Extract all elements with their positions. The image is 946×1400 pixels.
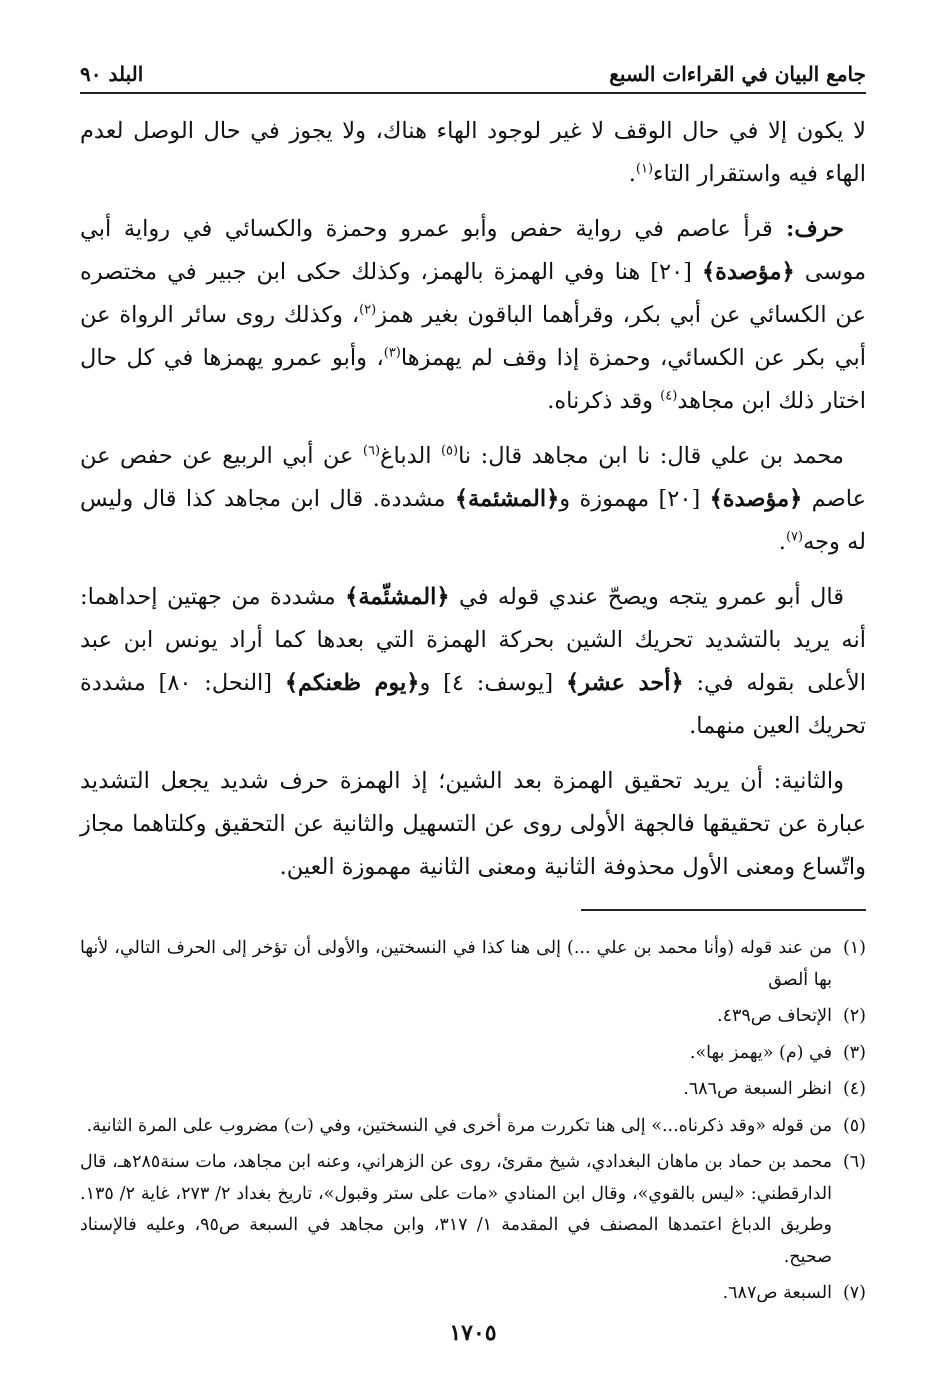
book-title: جامع البيان في القراءات السبع — [609, 62, 866, 86]
emphasis-text: ﴿مؤصدة﴾ — [701, 259, 795, 285]
text-run: [٢٠] هنا وفي الهمزة بالهمز، وكذلك حكى ابن جبير في مختصره عن الكسائي عن أبي بكر، وقرأهما الباقون بغير همز — [80, 259, 866, 328]
footnote-text: في (م) «يهمز بها». — [689, 1042, 832, 1063]
footnote-number: (٣) — [842, 1042, 866, 1063]
text-run: الدباغ — [380, 443, 441, 469]
footnote-number: (٧) — [842, 1283, 866, 1303]
emphasis-text: ﴿يوم ظعنكم﴾ — [284, 670, 420, 696]
footnote — [80, 933, 866, 996]
text-run: ، وأبو عمرو يهمزها في كل حال اختار ذلك ابن مجاهد — [80, 345, 866, 414]
footnote-ref[interactable]: (٧) — [785, 529, 804, 545]
paragraph — [80, 760, 866, 889]
footnote-number: (٥) — [842, 1115, 866, 1136]
footnote — [80, 1111, 866, 1143]
footnote-text: السبعة ص٦٨٧. — [722, 1283, 832, 1303]
footnote-ref[interactable]: (٦) — [362, 443, 381, 459]
text-run: ، وكذلك روى سائر الرواة عن أبي بكر عن الكسائي، وحمزة إذا وقف لم يهمزها — [80, 302, 866, 371]
text-run: [٢٠] مهموزة و — [559, 486, 710, 512]
emphasis-text: حرف: — [772, 216, 844, 242]
footnote-number: (٤) — [842, 1079, 866, 1099]
footnote — [80, 1147, 866, 1273]
emphasis-text: ﴿أحد عشر﴾ — [565, 670, 684, 696]
text-run: محمد بن علي قال: نا ابن مجاهد قال: نا — [458, 443, 844, 469]
emphasis-text: ﴿مؤصدة﴾ — [709, 486, 803, 512]
text-run: لا يكون إلا في حال الوقف لا غير لوجود الهاء هناك، ولا يجوز في حال الوصل لعدم الهاء فيه واستقرار التاء — [80, 118, 866, 187]
footnote-text: محمد بن حماد بن ماهان البغدادي، شيخ مقرئ، روى عن الزهراني، وعنه ابن مجاهد، مات سنة٢٨٥هـ، قال الدارقطني: «ليس بالقوي»، وقال ابن المنادي «مات على ستر وقبول»، تاريخ بغداد ٢/ ٢٧٣، غاية ٢/ ١٣٥. وطريق الدباغ اعتمدها المصنف في المقدمة ١/ ٣١٧، وابن مجاهد في السبعة ص٩٥، وعليه فالإسناد صحيح. — [80, 1152, 832, 1267]
paragraph — [80, 435, 866, 564]
text-run: وقد ذكرناه. — [547, 388, 661, 414]
footnotes — [80, 933, 866, 1310]
footnote-text: انظر السبعة ص٦٨٦. — [683, 1079, 832, 1099]
footnote — [80, 1074, 866, 1106]
paragraph — [80, 576, 866, 748]
footnote-ref[interactable]: (٣) — [383, 345, 401, 361]
paragraph — [80, 208, 866, 423]
footnote — [80, 1001, 866, 1033]
paragraph — [80, 110, 866, 196]
text-run: [النحل: ٨٠] مشددة تحريك العين منهما. — [80, 670, 866, 739]
footnote-text: من عند قوله (وأنا محمد بن علي ...) إلى هنا كذا في النسختين، والأولى أن تؤخر إلى الحرف التالي، لأنها بها ألصق — [80, 938, 832, 990]
section-title: البلد ٩٠ — [80, 62, 144, 86]
text-run: قال أبو عمرو يتجه ويصحّ عندي قوله في — [449, 584, 844, 610]
emphasis-text: ﴿المشئمة﴾ — [454, 486, 560, 512]
footnote — [80, 1278, 866, 1310]
footnote-ref[interactable]: (٥) — [440, 443, 459, 459]
footnote-ref[interactable]: (٤) — [660, 388, 678, 404]
text-run: قرأ عاصم في رواية حفص وأبو عمرو وحمزة والكسائي في رواية أبي موسى — [80, 216, 867, 285]
text-run: مشددة. قال ابن مجاهد كذا قال وليس له وجه — [80, 486, 866, 555]
text-run: عن أبي الربيع عن حفص عن عاصم — [80, 443, 867, 512]
running-header — [80, 50, 866, 94]
page-number: ١٧٠٥ — [449, 1319, 497, 1346]
footnote — [80, 1038, 866, 1070]
text-run: [يوسف: ٤] و — [419, 670, 566, 696]
text-run: . — [628, 161, 636, 187]
footnote-ref[interactable]: (٢) — [359, 302, 377, 318]
footnote-number: (٢) — [842, 1006, 866, 1026]
footnote-ref[interactable]: (١) — [635, 161, 654, 177]
text-run: والثانية: أن يريد تحقيق الهمزة بعد الشين؛ إذ الهمزة حرف شديد يجعل التشديد عبارة عن تحقيقها فالجهة الأولى روى عن التسهيل والثانية عن التحقيق وكلتاهما مجاز واتّساع ومعنى الأول محذوفة الثانية ومعنى الثانية مهموزة العين. — [80, 768, 866, 880]
main-text — [80, 110, 866, 889]
text-run: . — [778, 529, 786, 555]
footnote-separator — [581, 909, 866, 911]
text-run: مشددة من جهتين إحداهما: أنه يريد بالتشديد تحريك الشين بحركة الهمزة التي بعدها كما أراد يونس ابن عبد الأعلى بقوله في: — [80, 584, 867, 696]
footnote-number: (١) — [842, 938, 866, 958]
footnote-text: الإتحاف ص٤٣٩. — [717, 1006, 832, 1026]
emphasis-text: ﴿المشئّمة﴾ — [345, 584, 450, 610]
page — [80, 50, 866, 1346]
footnote-text: من قوله «وقد ذكرناه...» إلى هنا تكررت مرة أخرى في النسختين، وفي (ت) مضروب على المرة الثانية. — [86, 1115, 832, 1136]
footnote-number: (٦) — [842, 1152, 866, 1172]
